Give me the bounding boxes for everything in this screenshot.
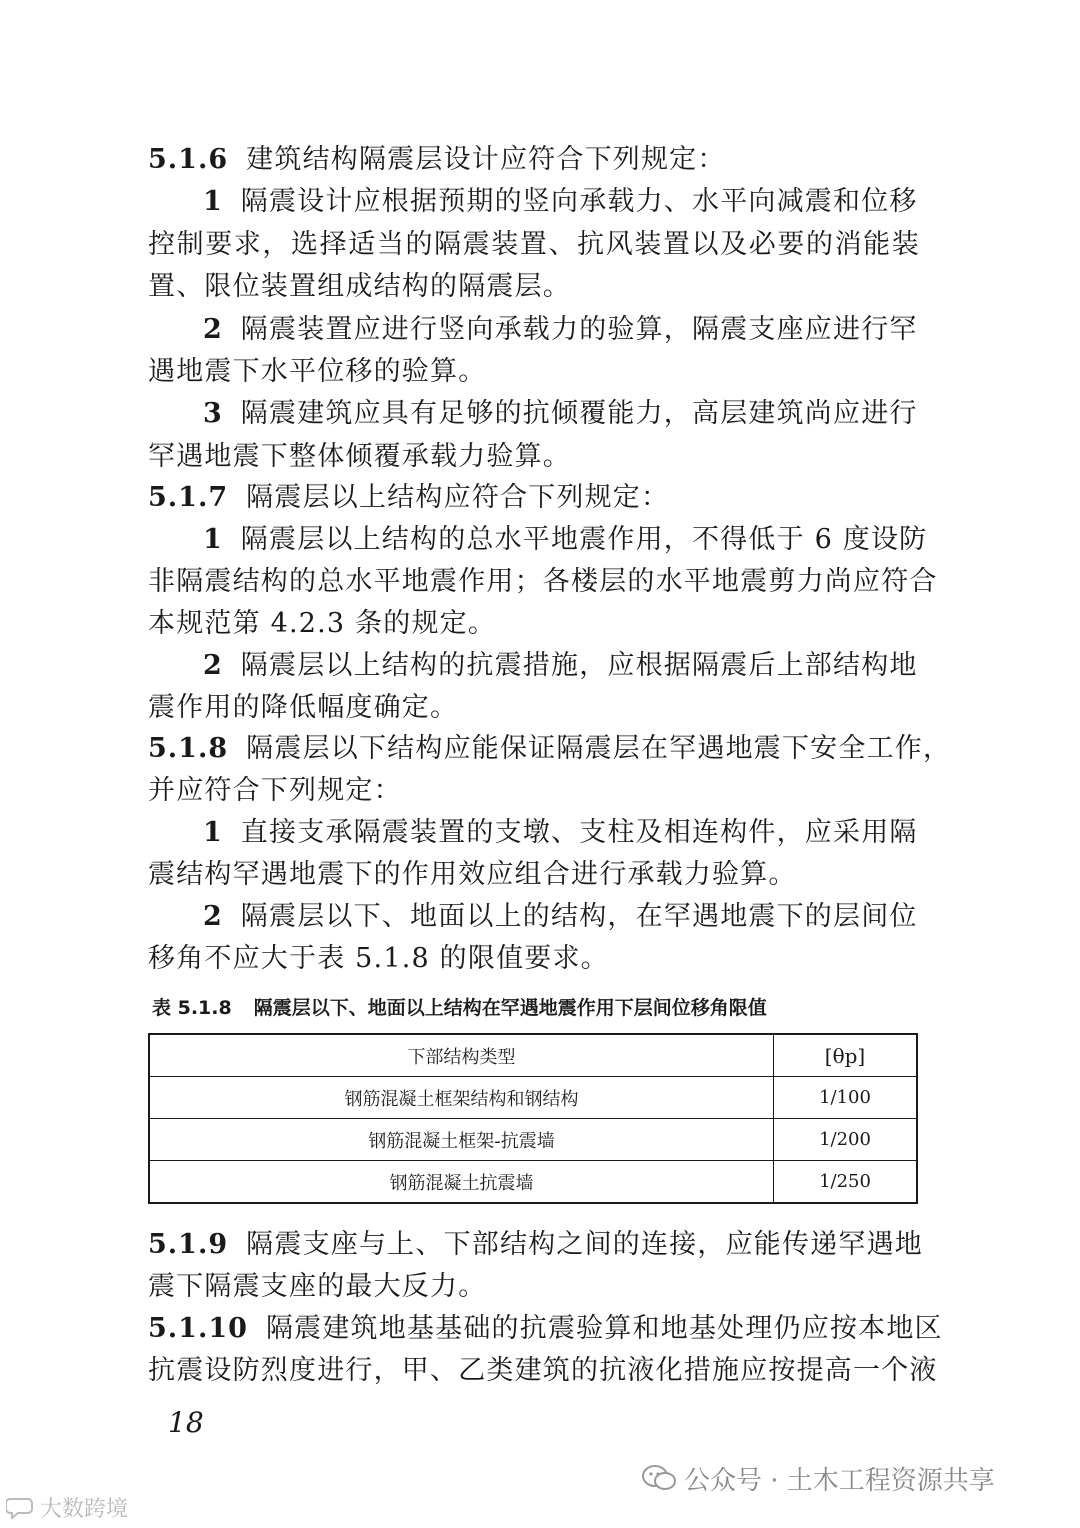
- table-caption: 表 5.1.8 隔震层以下、地面以上结构在罕遇地震作用下层间位移角限值: [152, 997, 767, 1019]
- clause-5-1-8-heading: 5.1.8 隔震层以下结构应能保证隔震层在罕遇地震下安全工作，: [148, 733, 952, 764]
- clause-5-1-6-heading: 5.1.6 建筑结构隔震层设计应符合下列规定：: [148, 144, 726, 175]
- clause-5-1-9-line-1: 5.1.9 隔震支座与上、下部结构之间的连接，应能传递罕遇地: [148, 1229, 923, 1260]
- structure-type-cell: 钢筋混凝土框架结构和钢结构: [149, 1077, 774, 1119]
- clause-5-1-7-item-2-line-2: 震作用的降低幅度确定。: [148, 692, 459, 723]
- clause-5-1-8-item-2-line-2: 移角不应大于表 5.1.8 的限值要求。: [148, 943, 609, 974]
- clause-5-1-6-item-1-line-1: 1 隔震设计应根据预期的竖向承载力、水平向减震和位移: [203, 186, 918, 217]
- drift-limit-cell: 1/100: [774, 1077, 918, 1119]
- wechat-icon: [642, 1464, 676, 1499]
- table-row: [149, 1077, 917, 1119]
- clause-5-1-7-item-1-line-2: 非隔震结构的总水平地震作用；各楼层的水平地震剪力尚应符合: [148, 566, 938, 597]
- header-structure-type: 下部结构类型: [149, 1034, 774, 1077]
- structure-type-cell: 钢筋混凝土框架-抗震墙: [149, 1119, 774, 1161]
- chat-bubble-icon: [6, 1495, 36, 1525]
- clause-5-1-7-item-1-line-1: 1 隔震层以上结构的总水平地震作用，不得低于 6 度设防: [203, 524, 928, 555]
- brand-mark: 大数跨境: [6, 1492, 128, 1525]
- clause-5-1-6-item-2-line-2: 遇地震下水平位移的验算。: [148, 356, 487, 387]
- clause-5-1-6-item-3-line-1: 3 隔震建筑应具有足够的抗倾覆能力，高层建筑尚应进行: [203, 398, 918, 429]
- clause-5-1-7-heading: 5.1.7 隔震层以上结构应符合下列规定：: [148, 482, 670, 513]
- table-header-row: [149, 1034, 917, 1077]
- wechat-watermark: 公众号 · 土木工程资源共享: [642, 1460, 995, 1499]
- clause-5-1-10-line-1: 5.1.10 隔震建筑地基基础的抗震验算和地基处理仍应按本地区: [148, 1313, 943, 1344]
- clause-5-1-7-item-1-line-3: 本规范第 4.2.3 条的规定。: [148, 608, 497, 639]
- drift-limit-cell: 1/200: [774, 1119, 918, 1161]
- table-row: [149, 1119, 917, 1161]
- clause-5-1-10-line-2: 抗震设防烈度进行，甲、乙类建筑的抗液化措施应按提高一个液: [148, 1355, 938, 1386]
- clause-5-1-8-item-2-line-1: 2 隔震层以下、地面以上的结构，在罕遇地震下的层间位: [203, 901, 918, 932]
- clause-5-1-9-line-2: 震下隔震支座的最大反力。: [148, 1271, 487, 1302]
- clause-5-1-8-item-1-line-2: 震结构罕遇地震下的作用效应组合进行承载力验算。: [148, 859, 797, 890]
- drift-limit-table: [148, 1033, 918, 1204]
- clause-5-1-6-item-1-line-3: 置、限位装置组成结构的隔震层。: [148, 271, 571, 302]
- clause-5-1-7-item-2-line-1: 2 隔震层以上结构的抗震措施，应根据隔震后上部结构地: [203, 650, 918, 681]
- clause-5-1-6-item-2-line-1: 2 隔震装置应进行竖向承载力的验算，隔震支座应进行罕: [203, 314, 918, 345]
- clause-5-1-8-item-1-line-1: 1 直接支承隔震装置的支墩、支柱及相连构件，应采用隔: [203, 817, 918, 848]
- page-number: 18: [168, 1406, 204, 1439]
- drift-limit-cell: 1/250: [774, 1161, 918, 1204]
- header-drift-limit: [θp]: [774, 1034, 918, 1077]
- table-row: [149, 1161, 917, 1204]
- clause-5-1-6-item-1-line-2: 控制要求，选择适当的隔震装置、抗风装置以及必要的消能装: [148, 229, 920, 260]
- structure-type-cell: 钢筋混凝土抗震墙: [149, 1161, 774, 1204]
- clause-5-1-8-heading-line-2: 并应符合下列规定：: [148, 775, 402, 806]
- clause-5-1-6-item-3-line-2: 罕遇地震下整体倾覆承载力验算。: [148, 441, 571, 472]
